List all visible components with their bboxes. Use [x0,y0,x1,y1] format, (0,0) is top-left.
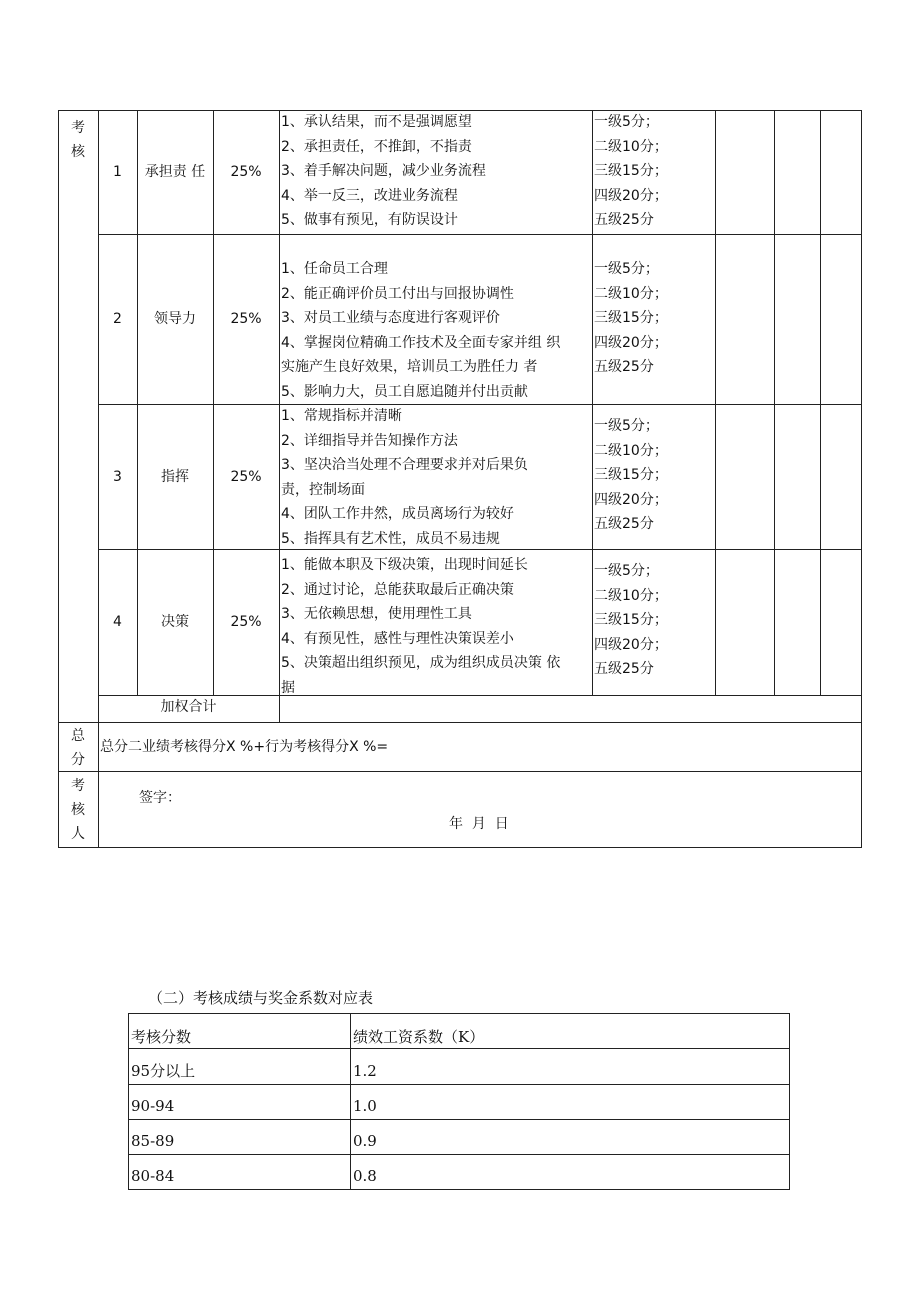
coefficient-cell: 1.2 [353,1062,377,1080]
row-number: 2 [113,311,122,327]
row-item-name: 承担责 任 [144,164,206,180]
header-coefficient: 绩效工资系数（K） [353,1028,485,1046]
row-item-name: 领导力 [154,311,196,327]
row-criteria: 1、任命员工合理 2、能正确评价员工付出与回报协调性 3、对员工业绩与态度进行客观评价 4、掌握岗位精确工作技术及全面专家并组 织 实施产生良好效果，培训员工为胜任力 者 5、影响力大，员工自愿追随并付出贡献 [281,261,561,400]
row-criteria: 1、能做本职及下级决策，出现时间延长 2、通过讨论，总能获取最后正确决策 3、无依赖思想，使用理性工具 4、有预见性，感性与理性决策误差小 5、决策超出组织预见，成为组织成员决策 依 据 [281,557,561,695]
row-levels: 一级5分； 二级10分； 三级15分； 四级20分； 五级25分 [594,418,668,533]
row-weight: 25% [230,164,262,180]
bonus-table-title: （二）考核成绩与奖金系数对应表 [148,989,374,1007]
score-cell: 95分以上 [131,1062,196,1080]
score-cell: 80-84 [131,1167,175,1185]
row-levels: 一级5分； 二级10分； 三级15分； 四级20分； 五级25分 [594,114,668,229]
coefficient-cell: 0.9 [353,1132,377,1150]
row-weight: 25% [230,614,262,630]
row-item-name: 指挥 [161,469,189,485]
assessor-side-label: 考 核 人 [71,778,85,842]
row-weight: 25% [230,311,262,327]
coefficient-cell: 1.0 [353,1097,377,1115]
section-side-label: 考 核 [71,120,85,160]
row-weight: 25% [230,469,262,485]
total-side-label: 总 分 [71,728,85,768]
total-formula: 总分二业绩考核得分X %+行为考核得分X %= [100,739,389,755]
row-criteria: 1、承认结果，而不是强调愿望 2、承担责任，不推卸，不指责 3、着手解决问题，减少业务流程 4、举一反三，改进业务流程 5、做事有预见，有防误设计 [281,114,486,229]
row-criteria: 1、常规指标并清晰 2、详细指导并告知操作方法 3、坚决洽当处理不合理要求并对后果负 责，控制场面 4、团队工作井然，成员离场行为较好 5、指挥具有艺术性，成员不易违规 [281,408,528,547]
date-label: 年 月 日 [449,816,509,832]
row-number: 1 [113,164,122,180]
weighted-total-label: 加权合计 [160,699,217,715]
score-cell: 85-89 [131,1132,175,1150]
signature-label: 签字： [139,790,181,806]
coefficient-cell: 0.8 [353,1167,377,1185]
score-cell: 90-94 [131,1097,175,1115]
row-number: 4 [113,614,122,630]
row-item-name: 决策 [161,614,189,630]
row-levels: 一级5分； 二级10分； 三级15分； 四级20分； 五级25分 [594,261,668,376]
row-levels: 一级5分； 二级10分； 三级15分； 四级20分； 五级25分 [594,563,668,678]
row-number: 3 [113,469,122,485]
header-score: 考核分数 [131,1028,192,1046]
